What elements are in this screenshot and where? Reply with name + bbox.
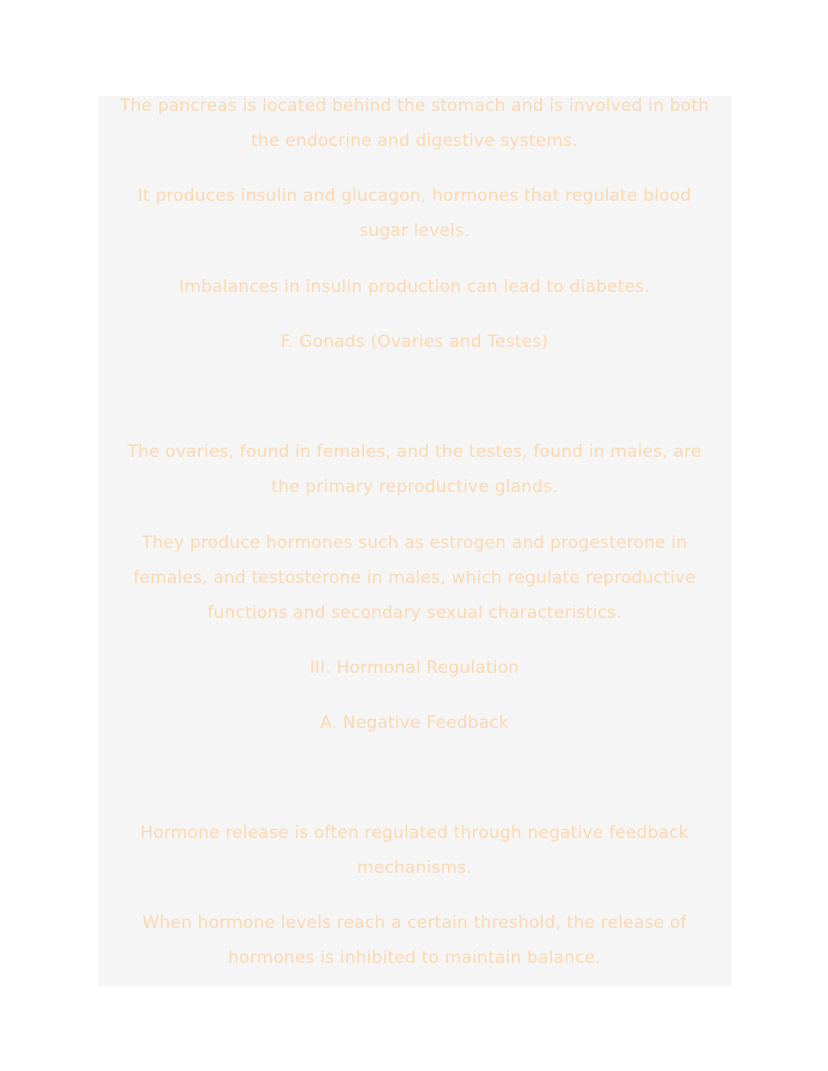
text-line: When hormone levels reach a certain threshold, the release of	[142, 913, 687, 933]
text-line: mechanisms.	[357, 858, 472, 878]
text-line: Imbalances in insulin production can lead to diabetes.	[179, 277, 650, 297]
text-line: hormones is inhibited to maintain balance.	[228, 948, 601, 968]
text-line: females, and testosterone in males, which regulate reproductive	[133, 568, 696, 588]
text-line: F. Gonads (Ovaries and Testes)	[280, 332, 549, 352]
text-line: A. Negative Feedback	[320, 713, 509, 733]
paragraph-pancreas-location	[98, 89, 731, 159]
paragraph-threshold	[98, 906, 731, 976]
paragraph-insulin-glucagon	[98, 179, 731, 249]
document-page	[98, 96, 731, 986]
text-line: III. Hormonal Regulation	[309, 658, 520, 678]
text-line: functions and secondary sexual characteristics.	[207, 603, 622, 623]
text-line: sugar levels.	[359, 221, 470, 241]
text-line: The ovaries, found in females, and the testes, found in males, are	[127, 442, 702, 462]
text-line: Hormone release is often regulated through negative feedback	[140, 823, 689, 843]
text-line: the primary reproductive glands.	[271, 477, 558, 497]
text-line: The pancreas is located behind the stomach and is involved in both	[119, 96, 710, 116]
paragraph-feedback-mechanisms	[98, 816, 731, 886]
text-line: the endocrine and digestive systems.	[251, 131, 578, 151]
paragraph-diabetes	[98, 270, 731, 305]
section-heading-gonads	[98, 325, 731, 360]
paragraph-sex-hormones	[98, 526, 731, 631]
text-line: They produce hormones such as estrogen and progesterone in	[141, 533, 688, 553]
text-line: It produces insulin and glucagon, hormones that regulate blood	[137, 186, 692, 206]
paragraph-ovaries-testes	[98, 435, 731, 505]
section-heading-negative-feedback	[98, 706, 731, 741]
section-heading-hormonal-regulation	[98, 651, 731, 686]
